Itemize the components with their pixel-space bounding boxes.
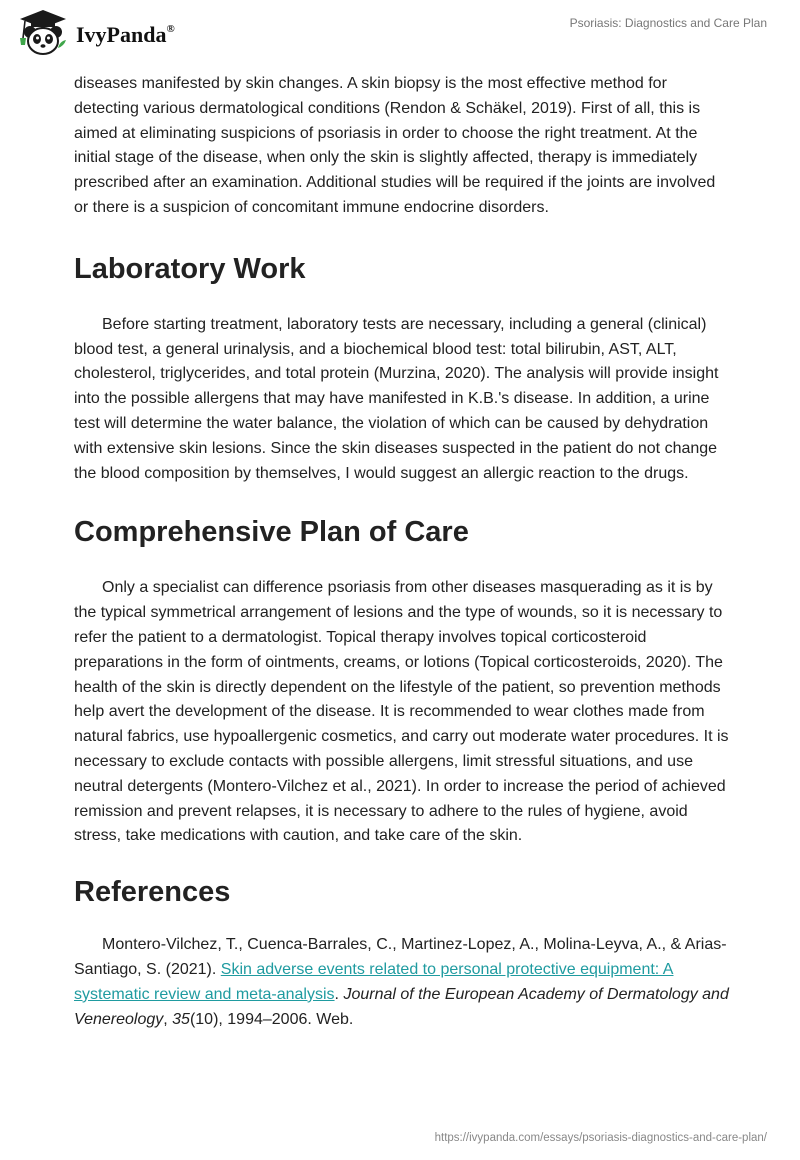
reference-journal: Journal of the European Academy of Dermatology and Venereology (74, 985, 729, 1028)
reference-volume: 35 (172, 1010, 190, 1028)
plan-of-care-paragraph: Only a specialist can difference psoriasis from other diseases masquerading as it is by the typical symmetrical arrangement of lesions and the type of wounds, so it is necessary to refer the patient to a dermatologist. Topical therapy involves topical corticosteroid preparations in the form of ointments, creams, or lotions (Topical corticosteroids, 2020). The health of the skin is directly dependent on the lifestyle of the patient, so prevention methods help avert the development of the disease. It is recommended to wear clothes made from natural fabrics, use hypoallergenic cosmetics, and carry out moderate water procedures. It is necessary to exclude contacts with possible allergens, limit stressful situations, and use neutral detergents (Montero-Vilchez et al., 2021). In order to increase the period of achieved remission and prevent relapses, it is necessary to adhere to the rules of hygiene, avoid stress, take medications with caution, and take care of the skin. (74, 579, 729, 845)
brand-name: IvyPanda® (76, 22, 175, 47)
panda-graduate-icon (14, 8, 72, 58)
document-title: Psoriasis: Diagnostics and Care Plan (569, 16, 767, 30)
plan-of-care-heading: Comprehensive Plan of Care (74, 516, 469, 549)
laboratory-work-paragraph: Before starting treatment, laboratory tests are necessary, including a general (clinical) blood test, a general urinalysis, and a biochemical blood test: total bilirubin, AST, ALT, cholesterol, triglycerides, and total protein (Murzina, 2020). The analysis will provide insight into the possible allergens that may have manifested in K.B.'s disease. In addition, a urine test will determine the water balance, the violation of which can be caused by dehydration with extensive skin lesions. Since the skin diseases suspected in the patient do not change the blood composition by themselves, I would suggest an allergic reaction to the drugs. (74, 315, 719, 482)
essay-body (74, 72, 730, 1032)
reference-separator: . (334, 985, 344, 1003)
reference-entry (74, 933, 730, 1032)
reference-title-link[interactable]: Skin adverse events related to personal protective equipment: A systematic review and meta-analysis (74, 960, 674, 1003)
registered-mark: ® (166, 22, 175, 35)
laboratory-work-heading: Laboratory Work (74, 252, 306, 285)
ivypanda-logo[interactable] (14, 8, 175, 58)
intro-paragraph: diseases manifested by skin changes. A skin biopsy is the most effective method for detecting various dermatological conditions (Rendon & Schäkel, 2019). First of all, this is aimed at eliminating suspicions of psoriasis in order to choose the right treatment. At the initial stage of the disease, when only the skin is slightly affected, therapy is immediately prescribed after an examination. Additional studies will be required if the joints are involved or there is a suspicion of concomitant immune endocrine disorders. (74, 75, 716, 216)
reference-authors: Montero-Vilchez, T., Cuenca-Barrales, C., Martinez-Lopez, A., Molina-Leyva, A., & Arias-Santiago, S. (2021). (74, 936, 727, 978)
references-heading: References (74, 876, 231, 909)
source-url: https://ivypanda.com/essays/psoriasis-diagnostics-and-care-plan/ (434, 1132, 767, 1144)
reference-issue-pages: (10), 1994–2006. Web. (189, 1010, 354, 1028)
reference-comma: , (163, 1010, 173, 1028)
page-header (0, 0, 800, 62)
